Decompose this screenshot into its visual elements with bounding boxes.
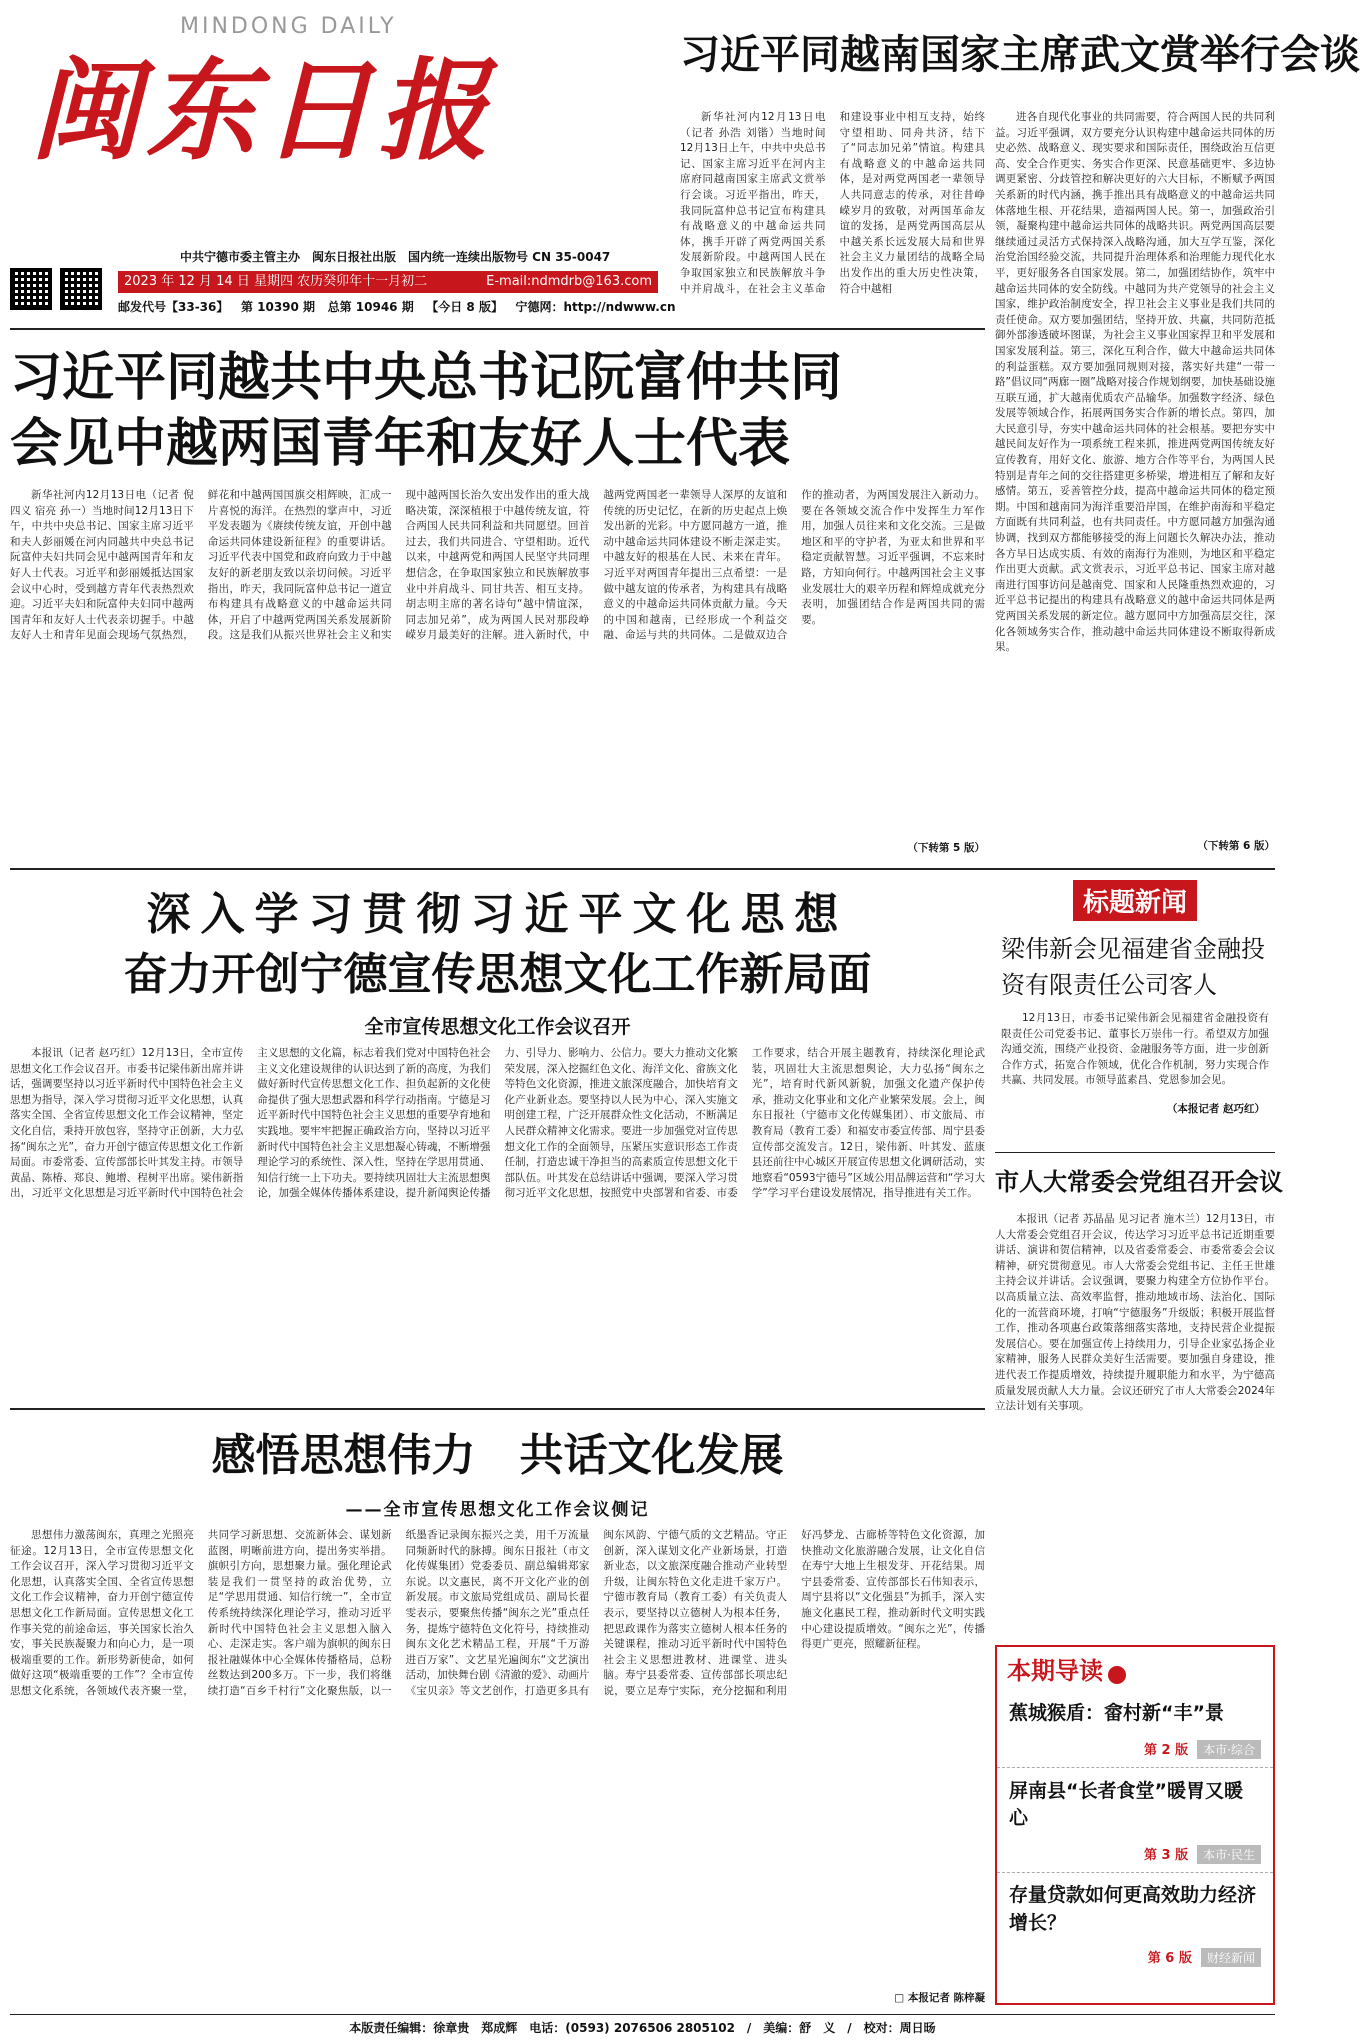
footer-credits: 本版责任编辑：徐章贵 郑成辉 电话：(0593) 2076506 2805102 / 美编：舒 义 / 校对：周日旸 xyxy=(349,2021,936,2035)
issue-info xyxy=(118,298,676,315)
top-right-col3 xyxy=(995,110,1275,855)
top-right-continued-note: （下转第 6 版） xyxy=(1197,840,1275,852)
second-subtitle: 全市宣传思想文化工作会议召开 xyxy=(364,1016,631,1038)
publisher-line: 中共宁德市委主管主办 闽东日报社出版 国内统一连续出版物号 CN 35-0047 xyxy=(180,250,611,264)
guide-item-1[interactable] xyxy=(997,1690,1273,1768)
masthead-english: MINDONG DAILY xyxy=(180,14,397,39)
website-link[interactable]: 宁德网：http://ndwww.cn xyxy=(515,300,676,314)
guide-item-title: 屏南县“长者食堂”暖胃又暖心 xyxy=(1009,1780,1243,1829)
issue-number: 第 10390 期 xyxy=(240,300,316,314)
guide-item-section: 本市·综合 xyxy=(1197,1740,1261,1759)
divider-second xyxy=(10,1408,985,1410)
lead-continued-note: （下转第 5 版） xyxy=(907,842,985,854)
lead-article xyxy=(10,488,985,856)
total-number: 总第 10946 期 xyxy=(327,300,414,314)
standing-headline: 市人大常委会党组召开会议 xyxy=(995,1168,1283,1196)
standing-body: 本报讯（记者 苏晶晶 见习记者 施木兰）12月13日，市人大常委会党组召开会议，传达学习习近平总书记近期重要讲话、演讲和贺信精神，以及省委常委会、市委常委会会议精神，研究贯彻意见。市人大常委会党组书记、主任王世雄主持会议并讲话。会议强调，要聚力构建全方位协作平台。以高质量立法、高效率监督，推动地域市场、法治化、国际化的一流营商环境，打响“宁德服务”升级版；积极开展监督工作，推动各项惠台政策落细落实落地，支持民营企业提振发展信心。要在加强宣传上持续用力，引导企业家弘扬企业家精神，服务人民群众美好生活需要。要加强自身建设，推进代表工作提质增效，持续提升履职能力和水平，为宁德高质量发展贡献人大力量。会议还研究了市人大常委会2024年立法计划有关事项。 xyxy=(995,1213,1275,1413)
top-right-body: 新华社河内12月13日电（记者 孙浩 刘锴）当地时间12月13日上午，中共中央总书记、国家主席习近平在河内主席府同越南国家主席武文赏举行会谈。习近平指出，昨天，我同阮富仲总书记宣布构建具有战略意义的中越命运共同体，携手开辟了两党两国关系发展新阶段。中越两国人民在争取国家独立和民族解放斗争中并肩战斗，在社会主义革命和建设事业中相互支持，始终守望相助、同舟共济，结下了“同志加兄弟”情谊。构建具有战略意义的中越命运共同体，是对两党两国老一辈领导人共同意志的传承，对往昔峥嵘岁月的致敬，对两国革命友谊的发扬，是两党两国高层从中越关系长远发展大局和世界社会主义力量团结的战略全局出发作出的重大历史性决策，符合中越相 xyxy=(680,111,985,295)
divider-lead xyxy=(10,868,1275,870)
second-headline xyxy=(20,885,975,1005)
feature-reporter: □ 本报记者 陈梓凝 xyxy=(894,1992,985,2004)
top-right-continuation: 进各自现代化事业的共同需要，符合两国人民的共同利益。习近平强调，双方要充分认识构建中越命运共同体的历史必然、战略意义、现实要求和国际责任，围绕政治互信更高、安全合作更实、务实合作更深、民意基础更牢、多边协调更紧密、分歧管控和解决更好的六大目标，不断赋予两国关系新的时代内涵，携手推出具有战略意义的中越命运共同体落地生根、开花结果，造福两国人民。第一，加强政治引领，凝聚构建中越命运共同体的战略共识。两党两国高层要继续通过灵活方式保持深入战略沟通，加大互学互鉴，深化治党治国经验交流，共同提升治理体系和治理能力现代化水平，更好服务各自国家发展。第二，加强团结协作，筑牢中越命运共同体的安全防线。中越同为共产党领导的社会主义国家，维护政治制度安全，捍卫社会主义事业是我们共同的责任使命。双方要加强团结，坚持开放、共赢，共同防范抵御外部渗透破坏图谋，为社会主义事业国家捍卫和平发展和国家发展利益。第三，深化互利合作，做大中越命运共同体的利益蛋糕。双方要加强同规则对接，落实好共建“一带一路”倡议同“两廊一圈”战略对接合作规划纲要，加快基础设施互联互通，扩大越南优质农产品输华。加强数字经济、绿色发展等领域合作，拓展两国务实合作新的增长点。第四，加大民意引导，夯实中越命运共同体的社会根基。要把夯实中越民间友好作为一项系统工程来抓，推进两党两国传统友好宣传教育，用好文化、旅游、地方合作等平台，为两国人民特别是青年之间的交往搭建更多桥梁，增进相互了解和友好感情。第五，妥善管控分歧，提高中越命运共同体的稳定预期。中国和越南同为海洋重要沿岸国，在维护南海和平稳定方面既有共同利益，也有共同责任。中方愿同越方加强沟通协调，找到双方都能够接受的海上问题长久解决办法，推动各方早日达成实质、有效的南海行为准则，为地区和平稳定作出更大贡献。武文赏表示，习近平总书记、国家主席对越南进行国事访问是越南党、国家和人民隆重热烈欢迎的，习近平总书记提出的构建具有战略意义的越中命运共同体是两党两国关系发展的新定位。越方愿同中方加强高层交往，深化各领域务实合作，推动越中命运共同体建设不断取得新成果。 xyxy=(995,111,1275,654)
guide-header xyxy=(997,1647,1273,1690)
feature-subtitle: ——全市宣传思想文化工作会议侧记 xyxy=(345,1500,650,1520)
sidebar-news-headline: 梁伟新会见福建省金融投资有限责任公司客人 xyxy=(1001,935,1265,999)
lead-headline-line1: 习近平同越共中央总书记阮富仲共同 xyxy=(10,348,843,408)
sidebar-news-body: 12月13日，市委书记梁伟新会见福建省金融投资有限责任公司党委书记、董事长万崇伟一行。希望双方加强沟通交流，围绕产业投资、金融服务等方面，进一步创新合作方式，拓宽合作领域，优化合作机制，努力实现合作共赢、共同发展。市领导蓝素昌、党恩参加会见。 xyxy=(1001,1012,1269,1087)
guide-item-3[interactable] xyxy=(997,1873,1273,1975)
news-tag-label: 标题新闻 xyxy=(1073,880,1197,921)
divider-sidebar xyxy=(995,1152,1275,1153)
guide-item-title: 蕉城猴盾：畲村新“丰”景 xyxy=(1009,1702,1224,1724)
second-headline-line1: 深入学习贯彻习近平文化思想 xyxy=(146,889,849,940)
second-headline-line2: 奋力开创宁德宣传思想文化工作新局面 xyxy=(123,949,872,1000)
guide-title: 本期导读 xyxy=(1007,1657,1103,1685)
feature-article xyxy=(10,1528,985,2006)
guide-item-title: 存量贷款如何更高效助力经济增长？ xyxy=(1009,1884,1257,1934)
sidebar-news-reporter: （本报记者 赵巧红） xyxy=(1166,1103,1265,1115)
email[interactable]: E-mail:ndmdrb@163.com xyxy=(486,274,652,289)
masthead-title: 闽东日报 xyxy=(30,46,494,175)
masthead xyxy=(10,8,670,264)
guide-item-section: 本市·民生 xyxy=(1197,1845,1261,1864)
qr-code-left xyxy=(10,268,52,310)
guide-item-section: 财经新闻 xyxy=(1201,1948,1261,1967)
guide-item-page: 第 6 版 xyxy=(1147,1951,1192,1966)
sidebar-news xyxy=(995,880,1275,1120)
top-right-headline: 习近平同越南国家主席武文赏举行会谈 xyxy=(680,32,1360,78)
guide-item-2[interactable] xyxy=(997,1768,1273,1873)
divider-masthead xyxy=(10,328,985,330)
feature-body: 思想伟力激荡闽东，真理之光照亮征途。12月13日，全市宣传思想文化工作会议召开，深入学习贯彻习近平文化思想，认真落实全国、全省宣传思想文化工作会议精神，奋力开创宁德宣传思想文化工作新局面。宣传思想文化工作事关党的前途命运，事关国家长治久安，事关民族凝聚力和向心力，是一项极端重要的工作。新形势新使命，如何做好这项“极端重要的工作”？全市宣传思想文化系统，各领域代表齐聚一堂，共同学习新思想、交流新体会、谋划新蓝图，明晰前进方向，提出务实举措。旗帜引方向，思想聚力量。强化理论武装是我们一贯坚持的政治优势，立足“学思用贯通、知信行统一”，全市宣传系统持续深化理论学习，推动习近平新时代中国特色社会主义思想入脑入心、走深走实。客户端为旗帜的闽东日报社融媒体中心全媒体传播格局，总粉丝数达到200多万。下一步，我们将继续打造“百乡千村行”文化聚焦版，以一纸墨香记录闽东振兴之美，用千万流量同频新时代的脉搏。闽东日报社（市文化传媒集团）党委委员、副总编辑郑家东说。以文惠民，离不开文化产业的创新发展。市文旅局党组成员、副局长翟雯表示，要聚焦传播“闽东之光”重点任务，提炼宁德特色文化符号，持续推动闽东文化艺术精品工程，开展“千万游进百万家”、文艺星光遍闽东“文艺演出活动，加快舞台剧《清澈的爱》、动画片《宝贝亲》等文艺创作，打造更多具有闽东风韵、宁德气质的文艺精品。守正创新，深入谋划文化产业新场景，打造新业态，以文旅深度融合推动产业转型升级，让闽东特色文化走进千家万户。宁德市教育局（教育工委）有关负责人表示，要坚持以立德树人为根本任务，把思政课作为落实立德树人根本任务的关键课程，推动习近平新时代中国特色社会主义思想进教材、进课堂、进头脑。寿宁县委常委、宣传部部长项忠纪说，要立足寿宁实际，充分挖掘和利用好冯梦龙、古廊桥等特色文化资源，加快推动文化旅游融合发展，让文化自信在寿宁大地上生根发芽、开花结果。周宁县委常委、宣传部部长石伟知表示，周宁县将以“文化强县”为抓手，深入实施文化惠民工程，推动新时代文明实践中心建设提质增效。“闽东之光”，传播得更广更亮，照耀新征程。 xyxy=(10,1529,985,1697)
lead-body: 新华社河内12月13日电（记者 倪四义 宿亮 孙一）当地时间12月13日下午，中共中央总书记、国家主席习近平和夫人彭丽媛在河内同越共中央总书记阮富仲夫妇共同会见中越两国青年和友好人士代表。习近平和彭丽媛抵达国家会议中心时，受到越方青年代表热烈欢迎。习近平夫妇和阮富仲夫妇同中越两国青年和友好人士代表亲切握手。中越友好人士和青年见面会现场气氛热烈，鲜花和中越两国国旗交相辉映，汇成一片喜悦的海洋。在热烈的掌声中，习近平发表题为《赓续传统友谊，开创中越命运共同体建设新征程》的重要讲话。习近平代表中国党和政府向致力于中越友好的新老朋友致以亲切问候。习近平指出，昨天，我同阮富仲总书记一道宣布构建具有战略意义的中越命运共同体，开启了中越两党两国关系发展新阶段。这是我们从振兴世界社会主义和实现中越两国长治久安出发作出的重大战略决策，深深植根于中越传统友谊，符合两国人民共同利益和共同愿望。回首过去，我们共同进合、守望相助。近代以来，中越两党和两国人民坚守共同理想信念，在争取国家独立和民族解放事业中并肩战斗、同甘共苦、相互支持。胡志明主席的著名诗句“越中情谊深，同志加兄弟”，成为两国人民对那段峥嵘岁月最美好的注解。进入新时代，中越两党两国老一辈领导人深厚的友谊和传统的历史记忆，在新的历史起点上焕发出新的光彩。中方愿同越方一道，推动中越命运共同体建设不断走深走实。中越友好的根基在人民、未来在青年。习近平对两国青年提出三点希望：一是做中越友谊的传承者，为构建具有战略意义的中越命运共同体贡献力量。今天的中国和越南，已经形成一个利益交融、命运与共的共同体。二是做双边合作的推动者，为两国发展注入新动力。要在各领域交流合作中发挥生力军作用，加强人员往来和文化交流。三是做地区和平的守护者，为亚太和世界和平稳定贡献智慧。习近平强调，不忘来时路，方知向何行。中越两国社会主义事业发展壮大的艰辛历程和辉煌成就充分表明，加强团结合作是两国共同的需要。 xyxy=(10,489,985,642)
lead-headline xyxy=(10,345,985,477)
issue-date: 2023 年 12 月 14 日 星期四 农历癸卯年十一月初二 xyxy=(124,274,428,289)
guide-icon xyxy=(1108,1666,1126,1684)
guide-item-page: 第 3 版 xyxy=(1143,1848,1189,1863)
lead-headline-line2: 会见中越两国青年和友好人士代表 xyxy=(10,414,791,474)
divider-footer xyxy=(10,2014,1275,2015)
news-tag xyxy=(995,880,1275,921)
page-count: 【今日 8 版】 xyxy=(426,300,503,314)
feature-headline: 感悟思想伟力 共话文化发展 xyxy=(211,1430,784,1481)
postal-code: 邮发代号【33-36】 xyxy=(118,300,229,314)
qr-code-right xyxy=(60,268,102,310)
second-body: 本报讯（记者 赵巧红）12月13日，全市宣传思想文化工作会议召开。市委书记梁伟新出席并讲话，强调要坚持以习近平新时代中国特色社会主义思想为指导，深入学习贯彻习近平文化思想，认真落实全国、全省宣传思想文化工作会议精神，坚定文化自信，秉持开放包容，坚持守正创新，大力弘扬“闽东之光”，奋力开创宁德宣传思想文化工作新局面。市委常委、宣传部部长叶其发主持。市领导黄晶、陈椿、郑良、鲍增、程树平出席。梁伟新指出，习近平文化思想是习近平新时代中国特色社会主义思想的文化篇，标志着我们党对中国特色社会主义文化建设规律的认识达到了新的高度，为我们做好新时代宣传思想文化工作、担负起新的文化使命提供了强大思想武器和科学行动指南。宁德是习近平新时代中国特色社会主义思想的重要孕育地和实践地。要牢牢把握正确政治方向，坚持以习近平新时代中国特色社会主义思想凝心铸魂，不断增强理论学习的系统性、深入性，坚持在学思用贯通、知信行统一上下功夫。要持续巩固壮大主流思想舆论，加强全媒体传播体系建设，提升新闻舆论传播力、引导力、影响力、公信力。要大力推动文化繁荣发展，深入挖掘红色文化、海洋文化、畲族文化等特色文化资源，推进文旅深度融合，加快培育文化产业新业态。要坚持以人民为中心，深入实施文明创建工程，广泛开展群众性文化活动，不断满足人民群众精神文化需求。要进一步加强党对宣传思想文化工作的全面领导，压紧压实意识形态工作责任制，打造忠诚干净担当的高素质宣传思想文化干部队伍。叶其发在总结讲话中强调，要深入学习贯彻习近平文化思想，按照党中央部署和省委、市委工作要求，结合开展主题教育，持续深化理论武装，巩固壮大主流思想舆论，大力弘扬“闽东之光”，培育时代新风新貌，加强文化遗产保护传承，推动文化事业和文化产业繁荣发展。会上，闽东日报社（宁德市文化传媒集团）、市文旅局、市教育局（教育工委）和福安市委宣传部、周宁县委宣传部交流发言。12日，梁伟新、叶其发、蓝康县还前往中心城区开展宣传思想文化调研活动，实地察看“0593宁德号”区域公用品牌运营和“学习大学”学习平台建设发展情况，指导推进有关工作。 xyxy=(10,1047,985,1200)
date-bar xyxy=(118,271,658,293)
guide-item-page: 第 2 版 xyxy=(1143,1743,1189,1758)
guide-box xyxy=(995,1645,1275,2005)
